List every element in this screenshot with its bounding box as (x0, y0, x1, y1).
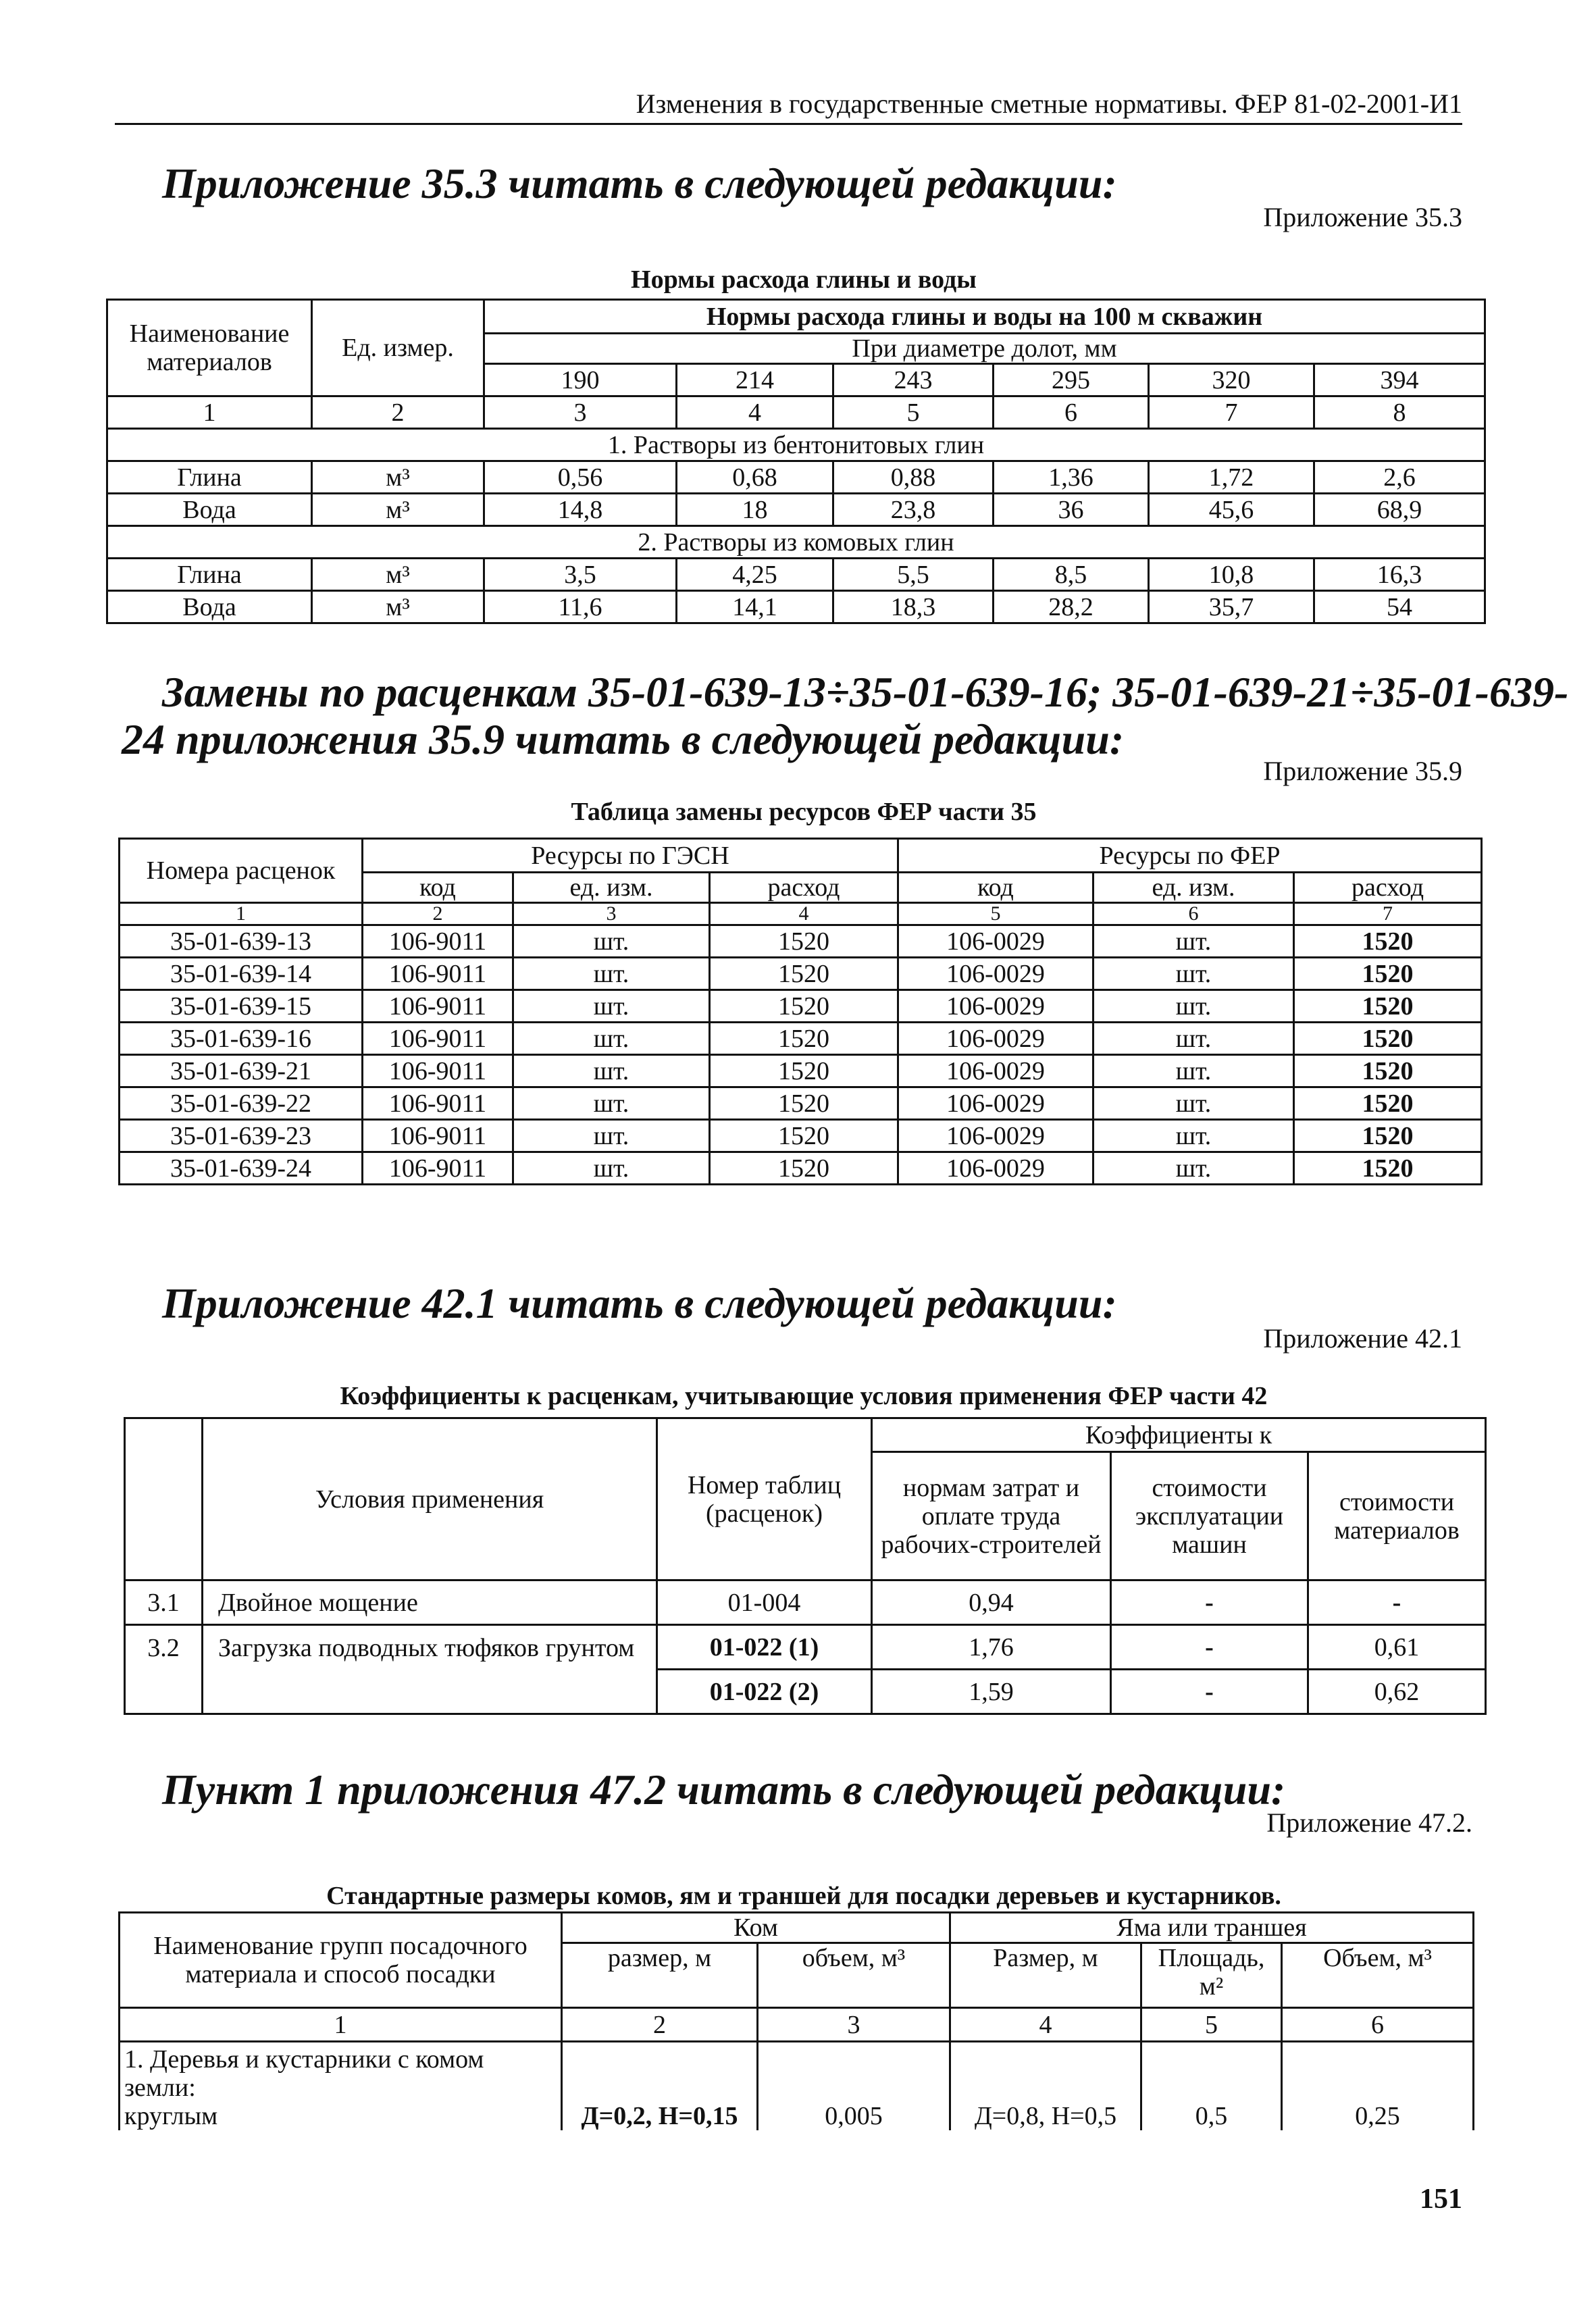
value: 14,8 (484, 494, 677, 526)
value: 11,6 (484, 591, 677, 623)
header-volume: объем, м³ (758, 1943, 950, 2008)
colnum: 3 (513, 903, 710, 925)
table-row (120, 958, 1482, 990)
rate-number: 35-01-639-13 (120, 925, 363, 958)
header-rule (115, 123, 1462, 125)
header-materials: стоимости материалов (1308, 1452, 1486, 1580)
diameter-295: 295 (994, 364, 1149, 396)
table-row (125, 1580, 1486, 1625)
header-size: размер, м (562, 1943, 758, 2008)
unit: м³ (312, 494, 484, 526)
value: 18,3 (833, 591, 994, 623)
rate-number: 35-01-639-24 (120, 1152, 363, 1185)
header-unit: ед. изм. (1093, 873, 1294, 903)
fer-unit: шт. (1093, 925, 1294, 958)
appendix-label-42-1: Приложение 42.1 (1263, 1323, 1462, 1354)
colnum: 5 (1141, 2008, 1282, 2042)
group-label: 1. Деревья и кустарники с комом земли: (124, 2045, 484, 2102)
pit-size: Д=0,8, Н=0,5 (950, 2042, 1141, 2131)
labor-coef: 1,76 (872, 1625, 1111, 1670)
header-norms: Нормы расхода глины и воды на 100 м скважин (484, 300, 1485, 334)
table-number: 01-004 (657, 1580, 872, 1625)
colnum: 6 (994, 396, 1149, 429)
value: 0,56 (484, 461, 677, 494)
colnum: 1 (107, 396, 312, 429)
fer-unit: шт. (1093, 958, 1294, 990)
gesn-unit: шт. (513, 958, 710, 990)
pit-volume: 0,25 (1282, 2042, 1474, 2131)
header-consumption: расход (710, 873, 898, 903)
colnum: 2 (562, 2008, 758, 2042)
table-row (107, 559, 1485, 591)
table-caption-42-1: Коэффициенты к расценкам, учитывающие условия применения ФЕР части 42 (340, 1382, 1268, 1410)
fer-unit: шт. (1093, 1087, 1294, 1120)
fer-unit: шт. (1093, 1152, 1294, 1185)
colnum: 3 (484, 396, 677, 429)
value: 36 (994, 494, 1149, 526)
gesn-consumption: 1520 (710, 990, 898, 1023)
table-row (120, 1087, 1482, 1120)
labor-coef: 0,94 (872, 1580, 1111, 1625)
value: 23,8 (833, 494, 994, 526)
value: 16,3 (1314, 559, 1485, 591)
header-diameter: При диаметре долот, мм (484, 334, 1485, 364)
gesn-unit: шт. (513, 990, 710, 1023)
diameter-243: 243 (833, 364, 994, 396)
fer-consumption: 1520 (1294, 1152, 1482, 1185)
materials-coef: 0,62 (1308, 1670, 1486, 1714)
fer-code: 106-0029 (898, 1152, 1093, 1185)
fer-code: 106-0029 (898, 925, 1093, 958)
value: 2,6 (1314, 461, 1485, 494)
colnum: 1 (120, 903, 363, 925)
rate-number: 35-01-639-22 (120, 1087, 363, 1120)
colnum: 6 (1282, 2008, 1474, 2042)
labor-coef: 1,59 (872, 1670, 1111, 1714)
header-group: Наименование групп посадочного материала и способ посадки (120, 1913, 562, 2008)
value: 45,6 (1149, 494, 1314, 526)
header-num (125, 1418, 203, 1580)
table-caption-35-3: Нормы расхода глины и воды (631, 265, 977, 294)
material-name: Глина (107, 461, 312, 494)
rate-number: 35-01-639-23 (120, 1120, 363, 1152)
planting-sizes-table (118, 1911, 1474, 2130)
header-code: код (363, 873, 513, 903)
value: 14,1 (677, 591, 833, 623)
table-caption-47-2: Стандартные размеры комов, ям и траншей для посадки деревьев и кустарников. (326, 1882, 1281, 1910)
table-row (107, 494, 1485, 526)
header-material-name: Наименование материалов (107, 300, 312, 396)
table-row (107, 461, 1485, 494)
appendix-label-47-2: Приложение 47.2. (1266, 1807, 1472, 1838)
fer-code: 106-0029 (898, 958, 1093, 990)
fer-code: 106-0029 (898, 1087, 1093, 1120)
gesn-code: 106-9011 (363, 958, 513, 990)
planting-method: круглым (124, 2102, 218, 2130)
table-row (107, 591, 1485, 623)
header-kom: Ком (562, 1913, 950, 1943)
pit-area: 0,5 (1141, 2042, 1282, 2131)
fer-consumption: 1520 (1294, 958, 1482, 990)
header-table-number: Номер таблиц (расценок) (657, 1418, 872, 1580)
unit: м³ (312, 461, 484, 494)
section-title-47-2: Пункт 1 приложения 47.2 читать в следующей редакции: (162, 1766, 1286, 1814)
header-labor: нормам затрат и оплате труда рабочих-строителей (872, 1452, 1111, 1580)
colnum: 1 (120, 2008, 562, 2042)
gesn-consumption: 1520 (710, 1023, 898, 1055)
coefficients-table (124, 1417, 1487, 1715)
value: 4,25 (677, 559, 833, 591)
rate-number: 35-01-639-15 (120, 990, 363, 1023)
colnum: 8 (1314, 396, 1485, 429)
value: 10,8 (1149, 559, 1314, 591)
fer-code: 106-0029 (898, 990, 1093, 1023)
diameter-394: 394 (1314, 364, 1485, 396)
materials-coef: - (1308, 1580, 1486, 1625)
header-gesn: Ресурсы по ГЭСН (363, 839, 898, 873)
header-area: Площадь, м² (1141, 1943, 1282, 2008)
gesn-code: 106-9011 (363, 925, 513, 958)
clay-water-norms-table (106, 299, 1486, 624)
condition: Загрузка подводных тюфяков грунтом (203, 1625, 657, 1714)
colnum: 4 (950, 2008, 1141, 2042)
colnum: 7 (1149, 396, 1314, 429)
fer-code: 106-0029 (898, 1120, 1093, 1152)
material-name: Вода (107, 591, 312, 623)
gesn-unit: шт. (513, 1023, 710, 1055)
value: 0,68 (677, 461, 833, 494)
material-name: Вода (107, 494, 312, 526)
section-title-35-3: Приложение 35.3 читать в следующей редакции: (162, 159, 1117, 207)
fer-code: 106-0029 (898, 1023, 1093, 1055)
fer-consumption: 1520 (1294, 990, 1482, 1023)
gesn-unit: шт. (513, 1087, 710, 1120)
appendix-label-35-9: Приложение 35.9 (1263, 756, 1462, 786)
gesn-consumption: 1520 (710, 958, 898, 990)
table-row (120, 1023, 1482, 1055)
colnum: 4 (710, 903, 898, 925)
header-unit: ед. изм. (513, 873, 710, 903)
gesn-unit: шт. (513, 1152, 710, 1185)
gesn-code: 106-9011 (363, 1120, 513, 1152)
value: 28,2 (994, 591, 1149, 623)
fer-unit: шт. (1093, 1055, 1294, 1087)
gesn-code: 106-9011 (363, 990, 513, 1023)
value: 8,5 (994, 559, 1149, 591)
header-unit: Ед. измер. (312, 300, 484, 396)
table-row (120, 2042, 1474, 2131)
header-code: код (898, 873, 1093, 903)
resource-replacement-table (118, 838, 1483, 1185)
header-machines: стоимости эксплуатации машин (1111, 1452, 1308, 1580)
table-row (120, 990, 1482, 1023)
header-pit: Яма или траншея (950, 1913, 1474, 1943)
unit: м³ (312, 559, 484, 591)
fer-consumption: 1520 (1294, 925, 1482, 958)
material-name: Глина (107, 559, 312, 591)
diameter-320: 320 (1149, 364, 1314, 396)
gesn-code: 106-9011 (363, 1023, 513, 1055)
gesn-consumption: 1520 (710, 925, 898, 958)
table-row (120, 1120, 1482, 1152)
group-lump-clay: 2. Растворы из комовых глин (107, 526, 1485, 559)
fer-unit: шт. (1093, 1023, 1294, 1055)
header-pit-size: Размер, м (950, 1943, 1141, 2008)
gesn-consumption: 1520 (710, 1152, 898, 1185)
table-row (120, 1152, 1482, 1185)
page-number: 151 (1420, 2184, 1462, 2215)
table-caption-35-9: Таблица замены ресурсов ФЕР части 35 (571, 798, 1037, 826)
row-num: 3.2 (125, 1625, 203, 1714)
gesn-unit: шт. (513, 1055, 710, 1087)
fer-consumption: 1520 (1294, 1120, 1482, 1152)
gesn-consumption: 1520 (710, 1055, 898, 1087)
gesn-code: 106-9011 (363, 1055, 513, 1087)
colnum: 4 (677, 396, 833, 429)
header-conditions: Условия применения (203, 1418, 657, 1580)
value: 1,72 (1149, 461, 1314, 494)
fer-code: 106-0029 (898, 1055, 1093, 1087)
condition: Двойное мощение (203, 1580, 657, 1625)
running-header: Изменения в государственные сметные нормативы. ФЕР 81-02-2001-И1 (636, 88, 1462, 119)
table-row (120, 925, 1482, 958)
diameter-214: 214 (677, 364, 833, 396)
table-row (125, 1625, 1486, 1670)
value: 3,5 (484, 559, 677, 591)
section-title-42-1: Приложение 42.1 читать в следующей редакции: (162, 1279, 1117, 1327)
gesn-consumption: 1520 (710, 1120, 898, 1152)
table-row (120, 1055, 1482, 1087)
gesn-unit: шт. (513, 1120, 710, 1152)
header-pit-volume: Объем, м³ (1282, 1943, 1474, 2008)
value: 1,36 (994, 461, 1149, 494)
colnum: 5 (898, 903, 1093, 925)
group-bentonite: 1. Растворы из бентонитовых глин (107, 429, 1485, 461)
header-consumption: расход (1294, 873, 1482, 903)
gesn-unit: шт. (513, 925, 710, 958)
value: 54 (1314, 591, 1485, 623)
header-coefficients: Коэффициенты к (872, 1418, 1486, 1452)
value: 5,5 (833, 559, 994, 591)
kom-size: Д=0,2, Н=0,15 (562, 2042, 758, 2131)
fer-unit: шт. (1093, 1120, 1294, 1152)
rate-number: 35-01-639-21 (120, 1055, 363, 1087)
fer-consumption: 1520 (1294, 1023, 1482, 1055)
value: 18 (677, 494, 833, 526)
colnum: 2 (363, 903, 513, 925)
machines-coef: - (1111, 1670, 1308, 1714)
appendix-label-35-3: Приложение 35.3 (1263, 202, 1462, 232)
rate-number: 35-01-639-16 (120, 1023, 363, 1055)
value: 68,9 (1314, 494, 1485, 526)
section-title-35-9-line1: Замены по расценкам 35-01-639-13÷35-01-639-16; 35-01-639-21÷35-01-639- (162, 668, 1569, 716)
machines-coef: - (1111, 1625, 1308, 1670)
diameter-190: 190 (484, 364, 677, 396)
value: 35,7 (1149, 591, 1314, 623)
colnum: 2 (312, 396, 484, 429)
header-rate-numbers: Номера расценок (120, 839, 363, 903)
colnum: 7 (1294, 903, 1482, 925)
unit: м³ (312, 591, 484, 623)
gesn-consumption: 1520 (710, 1087, 898, 1120)
colnum: 6 (1093, 903, 1294, 925)
table-number: 01-022 (2) (657, 1670, 872, 1714)
table-number: 01-022 (1) (657, 1625, 872, 1670)
section-title-35-9-line2: 24 приложения 35.9 читать в следующей редакции: (122, 715, 1125, 763)
row-num: 3.1 (125, 1580, 203, 1625)
fer-consumption: 1520 (1294, 1055, 1482, 1087)
colnum: 5 (833, 396, 994, 429)
fer-unit: шт. (1093, 990, 1294, 1023)
colnum: 3 (758, 2008, 950, 2042)
gesn-code: 106-9011 (363, 1152, 513, 1185)
rate-number: 35-01-639-14 (120, 958, 363, 990)
kom-volume: 0,005 (758, 2042, 950, 2131)
fer-consumption: 1520 (1294, 1087, 1482, 1120)
machines-coef: - (1111, 1580, 1308, 1625)
materials-coef: 0,61 (1308, 1625, 1486, 1670)
gesn-code: 106-9011 (363, 1087, 513, 1120)
value: 0,88 (833, 461, 994, 494)
header-fer: Ресурсы по ФЕР (898, 839, 1482, 873)
